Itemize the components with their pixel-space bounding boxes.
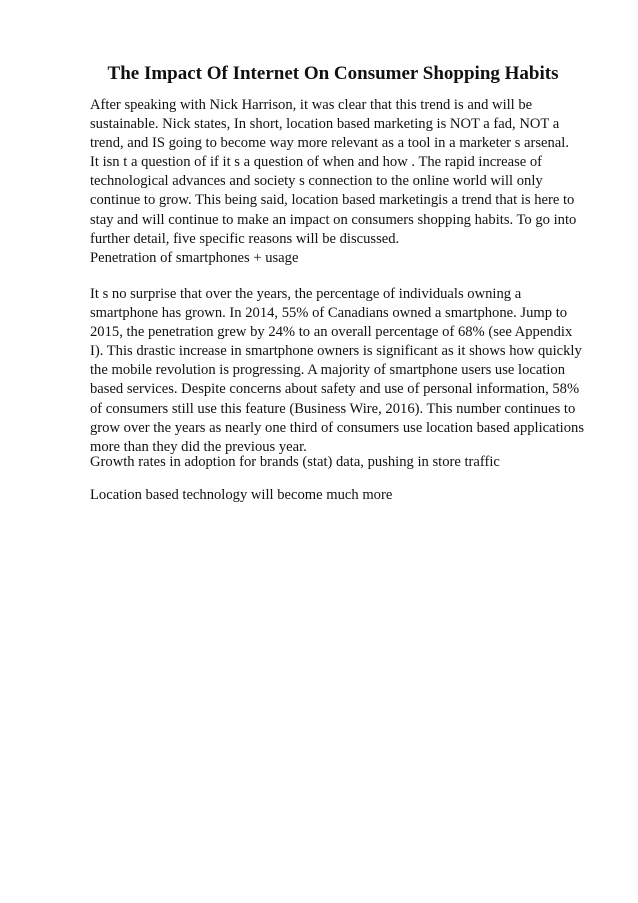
text-line: sustainable. Nick states, In short, location based marketing is NOT a fad, NOT a	[90, 116, 560, 133]
text-line: I). This drastic increase in smartphone owners is significant as it shows how quickly	[90, 343, 582, 360]
text-line: grow over the years as nearly one third of consumers use location based applications	[90, 419, 585, 436]
text-line: continue to grow. This being said, location based marketingis a trend that is here to	[90, 192, 575, 209]
text-line: stay and will continue to make an impact on consumers shopping habits. To go into	[90, 211, 577, 228]
text-line: It s no surprise that over the years, the percentage of individuals owning a	[90, 286, 522, 302]
paragraph-intro	[90, 96, 610, 249]
text-line: of consumers still use this feature (Business Wire, 2016). This number continues to	[90, 400, 576, 417]
section-heading-growth-rates	[90, 453, 610, 472]
text-line: technological advances and society s connection to the online world will only	[90, 173, 543, 190]
text-line: After speaking with Nick Harrison, it was clear that this trend is and will be	[90, 97, 533, 113]
text-line: Penetration of smartphones + usage	[90, 250, 299, 266]
paragraph-smartphones	[90, 285, 610, 457]
text-line: It isn t a question of if it s a question of when and how . The rapid increase of	[90, 154, 543, 171]
text-line: based services. Despite concerns about safety and use of personal information, 58%	[90, 381, 580, 398]
text-line: more than they did the previous year.	[90, 438, 307, 455]
text-line: trend, and IS going to become way more relevant as a tool in a marketer s arsenal.	[90, 135, 569, 152]
text-line: Growth rates in adoption for brands (stat) data, pushing in store traffic	[90, 454, 500, 470]
text-line: Location based technology will become much more	[90, 487, 393, 503]
document-title: The Impact Of Internet On Consumer Shopping Habits	[107, 63, 559, 84]
text-line: smartphone has grown. In 2014, 55% of Canadians owned a smartphone. Jump to	[90, 305, 568, 322]
text-line: further detail, five specific reasons will be discussed.	[90, 230, 400, 247]
text-line: 2015, the penetration grew by 24% to an overall percentage of 68% (see Appendix	[90, 324, 573, 341]
section-heading-smartphones	[90, 249, 610, 268]
section-heading-location-technology	[90, 486, 610, 505]
text-line: the mobile revolution is progressing. A majority of smartphone users use location	[90, 362, 566, 379]
